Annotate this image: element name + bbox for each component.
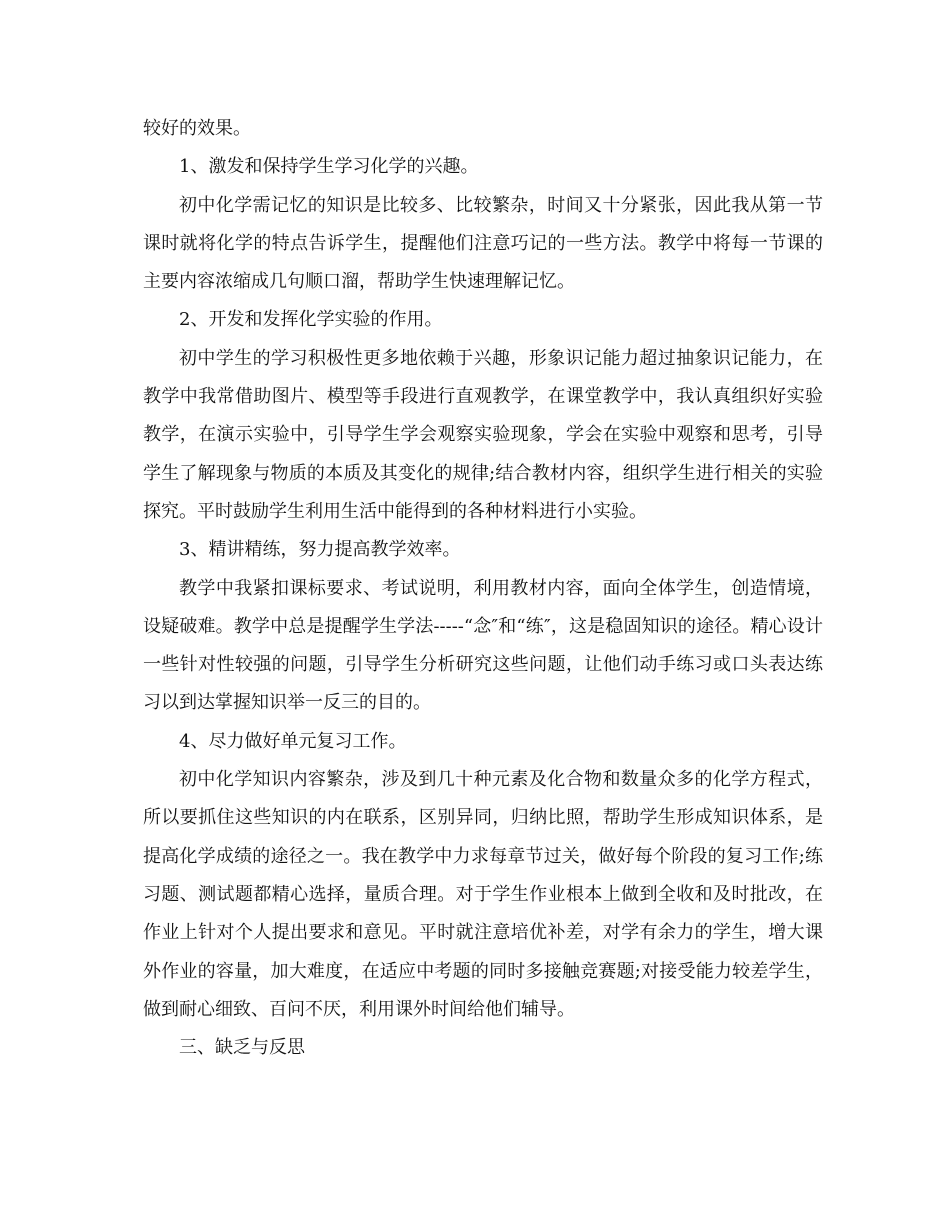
paragraph-memory: 初中化学需记忆的知识是比较多、比较繁杂，时间又十分紧张，因此我从第一节课时就将化学的特点告诉学生，提醒他们注意巧记的一些方法。教学中将每一节课的主要内容浓缩成几句顺口溜，帮助学生快速理解记忆。 (143, 194, 823, 293)
document-page (143, 110, 823, 1067)
paragraph-experiments: 初中学生的学习积极性更多地依赖于兴趣，形象识记能力超过抽象识记能力，在教学中我常借助图片、模型等手段进行直观教学，在课堂教学中，我认真组织好实验教学，在演示实验中，引导学生学会观察实验现象，学会在实验中观察和思考，引导学生了解现象与物质的本质及其变化的规律;结合教材内容，组织学生进行相关的实验探究。平时鼓励学生利用生活中能得到的各种材料进行小实验。 (143, 347, 823, 522)
heading-interest: 1、激发和保持学生学习化学的兴趣。 (179, 156, 479, 178)
paragraph-efficiency: 教学中我紧扣课标要求、考试说明，利用教材内容，面向全体学生，创造情境，设疑破难。教学中总是提醒学生学法-----“念″和“练″，这是稳固知识的途径。精心设计一些针对性较强的问题，引导学生分析研究这些问题，让他们动手练习或口头表达练习以到达掌握知识举一反三的目的。 (143, 577, 823, 714)
paragraph-review: 初中化学知识内容繁杂，涉及到几十种元素及化合物和数量众多的化学方程式，所以要抓住这些知识的内在联系，区别异同，归纳比照，帮助学生形成知识体系，是提高化学成绩的途径之一。我在教学中力求每章节过关，做好每个阶段的复习工作;练习题、测试题都精心选择，量质合理。对于学生作业根本上做到全收和及时批改，在作业上针对个人提出要求和意见。平时就注意培优补差，对学有余力的学生，增大课外作业的容量，加大难度，在适应中考题的同时多接触竞赛题;对接受能力较差学生，做到耐心细致、百问不厌，利用课外时间给他们辅导。 (143, 769, 823, 1020)
heading-experiments: 2、开发和发挥化学实验的作用。 (179, 309, 443, 331)
section-heading-reflection: 三、缺乏与反思 (179, 1037, 305, 1059)
heading-efficiency: 3、精讲精练，努力提高教学效率。 (179, 539, 461, 561)
paragraph-continuation: 较好的效果。 (143, 118, 251, 139)
heading-review: 4、尽力做好单元复习工作。 (179, 730, 407, 752)
